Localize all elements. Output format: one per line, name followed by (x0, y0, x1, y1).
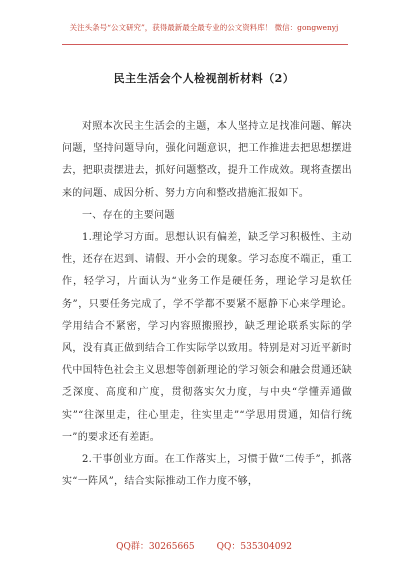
page-footer (0, 539, 408, 552)
document-title: 民主生活会个人检视剖析材料（2） (113, 72, 295, 85)
document-body (62, 116, 352, 493)
item-paragraph-1: 1.理论学习方面。思想认识有偏差，缺乏学习积极性、主动性，还存在迟到、请假、开小会的现象。学习态度不端正，重工作，轻学习，片面认为“业务工作是硬任务，理论学习是软任务”，只要任务完成了，学不学都不要紧不愿静下心来学理论。学用结合不紧密，学习内容照搬照抄，缺乏理论联系实际的学风，没有真正做到结合工作实际学以致用。特别是对习近平新时代中国特色社会主义思想等创新理论的学习领会和融会贯通还缺乏深度、高度和广度，贯彻落实欠力度，与中央“学懂弄通做实”“往深里走，往心里走，往实里走”“学思用贯通，知信行统一”的要求还有差距。 (62, 232, 352, 443)
page-header-notice: 关注头条号“公文研究”，获得最新最全最专业的公文资料库！ 微信：gongwenyj (69, 23, 339, 32)
intro-paragraph: 对照本次民主生活会的主题，本人坚持立足找准问题、解决问题，坚持问题导向，强化问题意识，把工作推进去把思想摆进去，把职责摆进去，抓好问题整改，提升工作成效。现将查摆出来的问题、成因分析、努力方向和整改措施汇报如下。 (62, 121, 352, 199)
header-divider (62, 44, 348, 45)
item-paragraph-2: 2.干事创业方面。在工作落实上，习惯于做“二传手”，抓落实“一阵风”，结合实际推动工作力度不够， (62, 454, 352, 488)
section-heading: 一、存在的主要问题 (82, 209, 175, 221)
footer-qq-number: QQ：535304092 (216, 542, 292, 552)
footer-qq-group: QQ群：30265665 (116, 542, 195, 552)
